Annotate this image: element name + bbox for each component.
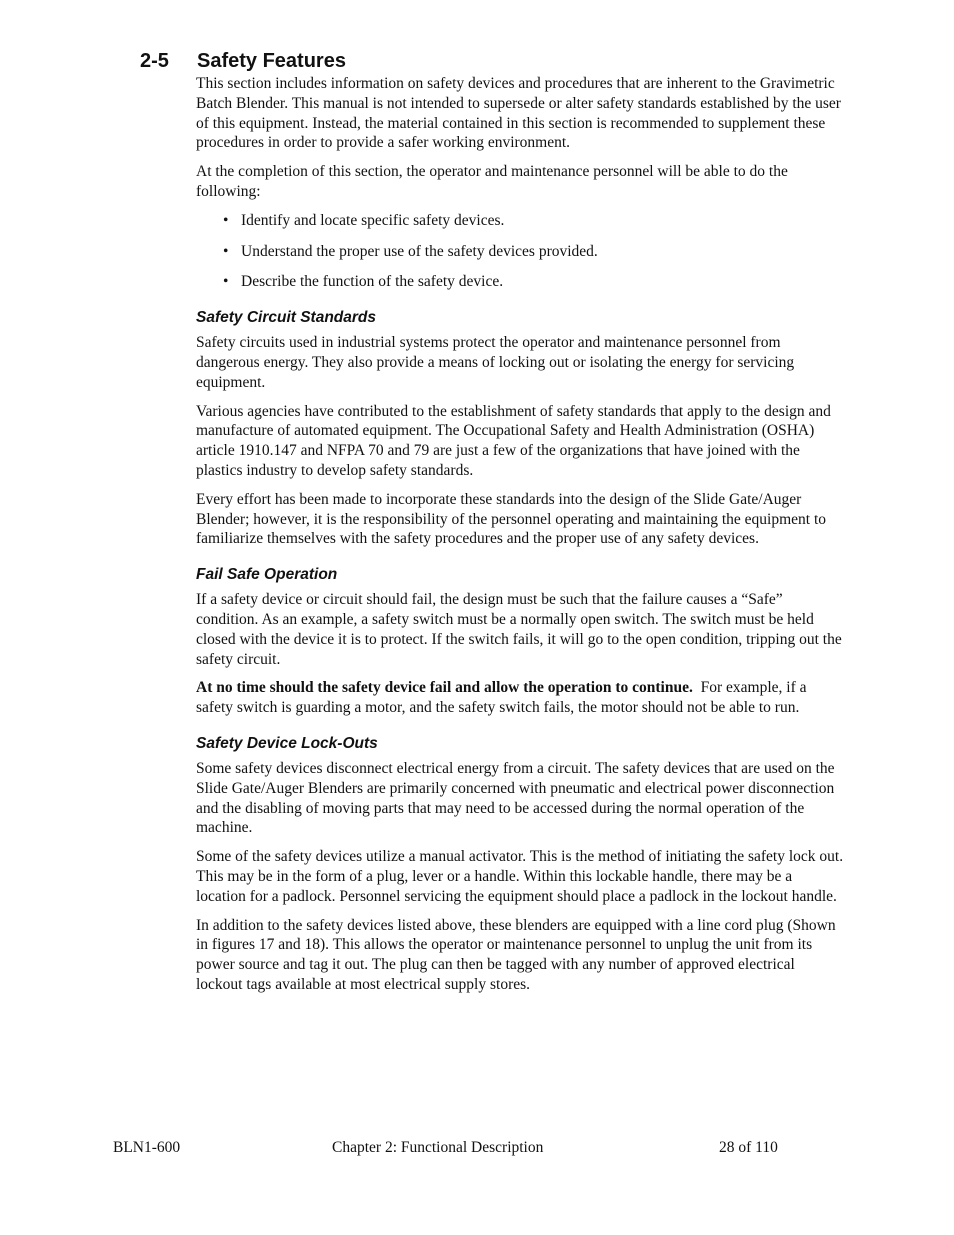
list-item-text: Understand the proper use of the safety devices provided. — [241, 242, 598, 260]
list-item-text: Identify and locate specific safety devices. — [241, 211, 505, 229]
subheading-safety-circuit-standards: Safety Circuit Standards — [196, 309, 377, 327]
footer-page-number: 28 of 110 — [719, 1139, 778, 1156]
circuit-paragraph-3: Every effort has been made to incorporate these standards into the design of the Slide Gate/Auger Blender; however, it is the responsibility of the personnel operating and maintaining the equipment to familiarize themselves with the safety procedures and the proper use of any safety devices. — [196, 490, 826, 548]
subheading-safety-device-lockouts: Safety Device Lock-Outs — [196, 734, 378, 752]
lockout-paragraph-3: In addition to the safety devices listed above, these blenders are equipped with a line cord plug (Shown in figures 17 and 18). This allows the operator or maintenance personnel to unplug the unit from its power source and tag it out. The plug can then be tagged with any number of approved electrical lockout tags available at most electrical supply stores. — [196, 916, 836, 993]
lockout-paragraph-2: Some of the safety devices utilize a manual activator. This is the method of initiating the safety lock out. This may be in the form of a plug, lever or a handle. Within this lockable handle, there may be a location for a padlock. Personnel servicing the equipment should place a padlock in the lockout handle. — [196, 848, 844, 905]
failsafe-example: For example, if a safety switch is guarding a motor, and the safety switch fails, the motor should not be able to run. — [196, 679, 811, 717]
subheading-fail-safe-operation: Fail Safe Operation — [196, 566, 338, 584]
bullet-icon: • — [223, 211, 229, 229]
circuit-paragraph-1: Safety circuits used in industrial systems protect the operator and maintenance personnel from dangerous energy. They also provide a means of locking out or isolating the energy for servicing equipment. — [196, 334, 795, 391]
section-number: 2-5 — [140, 50, 169, 72]
failsafe-paragraph-1: If a safety device or circuit should fail, the design must be such that the failure causes a “Safe” condition. As an example, a safety switch must be a normally open switch. The switch must be held closed with the device it is to protect. If the switch fails, it will go to the open condition, tripping out the safety circuit. — [196, 591, 842, 668]
objectives-list — [196, 211, 844, 292]
intro-paragraph-1: This section includes information on safety devices and procedures that are inherent to the Gravimetric Batch Blender. This manual is not intended to supersede or alter safety standards established by the user of this equipment. Instead, the material contained in this section is recommended to supplement these procedures in order to provide a safer working environment. — [196, 75, 841, 152]
bullet-icon: • — [223, 242, 229, 260]
bullet-icon: • — [223, 273, 229, 291]
failsafe-warning: At no time should the safety device fail and allow the operation to continue. — [196, 679, 693, 697]
list-item — [214, 272, 844, 292]
list-item — [214, 211, 844, 231]
section-heading — [140, 48, 346, 74]
section-title: Safety Features — [197, 50, 346, 72]
failsafe-paragraph-2 — [196, 678, 844, 718]
footer-chapter: Chapter 2: Functional Description — [332, 1139, 544, 1156]
lockout-paragraph-1: Some safety devices disconnect electrical energy from a circuit. The safety devices that are used on the Slide Gate/Auger Blenders are primarily concerned with pneumatic and electrical power disconnection and the disabling of moving parts that may need to be accessed during the normal operation of the machine. — [196, 759, 835, 837]
section-body — [196, 74, 844, 1004]
intro-paragraph-2: At the completion of this section, the operator and maintenance personnel will be able to do the following: — [196, 163, 788, 200]
circuit-paragraph-2: Various agencies have contributed to the establishment of safety standards that apply to the design and manufacture of automated equipment. The Occupational Safety and Health Administration (OSHA) article 1910.147 and NFPA 70 and 79 are just a few of the organizations that have joined with the plastics industry to develop safety standards. — [196, 402, 831, 479]
list-item-text: Describe the function of the safety device. — [241, 273, 504, 291]
footer-doc-id: BLN1-600 — [113, 1139, 181, 1156]
list-item — [214, 242, 844, 262]
